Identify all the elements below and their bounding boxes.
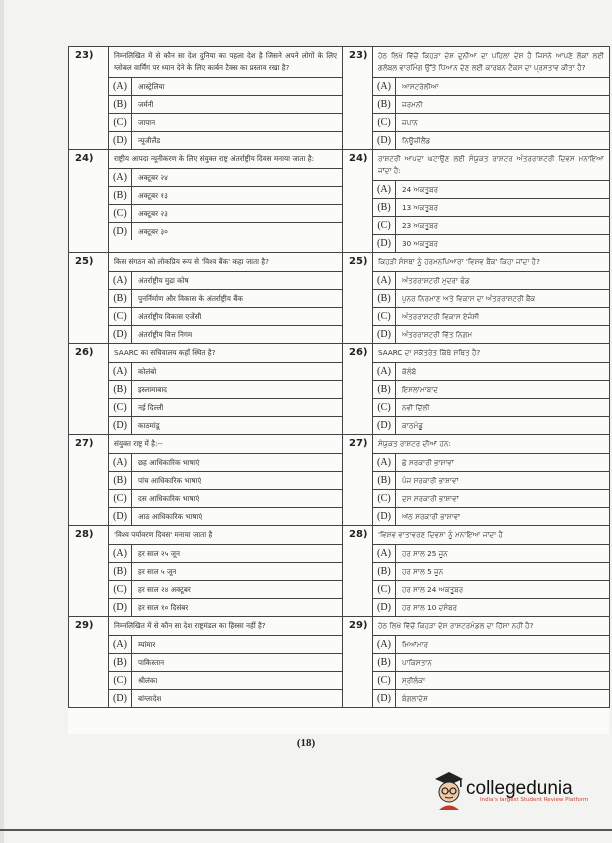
punjabi-question-cell bbox=[373, 617, 610, 708]
hindi-question-text: SAARC का सचिवालय कहाँ स्थित है? bbox=[114, 348, 216, 357]
option-letter: (B) bbox=[109, 563, 132, 580]
option-c bbox=[109, 671, 342, 689]
question-number: 23) bbox=[69, 47, 109, 150]
scan-edge bbox=[0, 0, 4, 843]
option-b bbox=[109, 653, 342, 671]
punjabi-question-text: ਸੰਯੁਕਤ ਰਾਸ਼ਟਰ ਦੀਆਂ ਹਨ: bbox=[378, 439, 451, 448]
option-letter: (A) bbox=[109, 169, 132, 186]
option-text: ਹਰ ਸਾਲ 10 ਦਸੰਬਰ bbox=[402, 602, 458, 612]
punjabi-question-cell bbox=[373, 435, 610, 526]
option-letter: (A) bbox=[373, 636, 396, 653]
option-b bbox=[373, 198, 609, 216]
option-letter: (C) bbox=[373, 114, 396, 131]
option-text: श्रीलंका bbox=[138, 675, 158, 685]
option-letter: (B) bbox=[109, 654, 132, 671]
option-text: 23 ਅਕਤੂਬਰ bbox=[402, 220, 439, 230]
option-a bbox=[373, 180, 609, 198]
option-text: अक्टूबर २४ bbox=[138, 172, 168, 182]
option-text: कोलंबो bbox=[138, 366, 157, 376]
question-number: 26) bbox=[343, 344, 373, 435]
option-letter: (B) bbox=[373, 381, 396, 398]
option-text: अक्टूबर ३० bbox=[138, 226, 168, 236]
option-letter: (A) bbox=[373, 454, 396, 471]
hindi-question-text: 'विश्व पर्यावरण दिवस' मनाया जाता है bbox=[114, 530, 213, 539]
option-text: ਪਾਕਿਸਤਾਨ bbox=[402, 657, 432, 667]
option-text: ਹਰ ਸਾਲ 25 ਜੂਨ bbox=[402, 548, 448, 558]
option-a bbox=[109, 362, 342, 380]
option-d bbox=[109, 222, 342, 240]
hindi-question-text: किस संगठन को लोकप्रिय रूप से 'विश्व बैंक' कहा जाता है? bbox=[114, 257, 269, 266]
option-c bbox=[373, 307, 609, 325]
option-c bbox=[373, 671, 609, 689]
option-text: जापान bbox=[138, 117, 156, 127]
option-d bbox=[109, 689, 342, 707]
punjabi-question-text: 'ਵਿਸ਼ਵ ਵਾਤਾਵਰਣ ਦਿਵਸ' ਨੂੰ ਮਨਾਇਆ ਜਾਂਦਾ ਹੈ bbox=[378, 530, 503, 539]
option-c bbox=[109, 113, 342, 131]
option-text: जर्मनी bbox=[138, 99, 154, 109]
option-letter: (A) bbox=[109, 636, 132, 653]
question-number: 29) bbox=[343, 617, 373, 708]
option-text: आस्ट्रेलिया bbox=[138, 81, 165, 91]
option-d bbox=[373, 689, 609, 707]
option-letter: (B) bbox=[109, 472, 132, 489]
question-number: 25) bbox=[343, 253, 373, 344]
punjabi-question-cell bbox=[373, 344, 610, 435]
option-c bbox=[373, 489, 609, 507]
question-row bbox=[69, 150, 610, 253]
option-letter: (B) bbox=[373, 472, 396, 489]
option-letter: (C) bbox=[109, 490, 132, 507]
hindi-question-cell bbox=[109, 526, 343, 617]
option-b bbox=[109, 380, 342, 398]
option-text: हर साल २४ अक्टूबर bbox=[138, 584, 191, 594]
option-letter: (B) bbox=[373, 563, 396, 580]
option-a bbox=[109, 544, 342, 562]
option-d bbox=[373, 325, 609, 343]
option-a bbox=[373, 362, 609, 380]
option-b bbox=[373, 653, 609, 671]
option-b bbox=[109, 562, 342, 580]
brand-tagline: India's largest Student Review Platform bbox=[480, 796, 589, 803]
option-letter: (D) bbox=[109, 599, 132, 616]
hindi-question-text: संयुक्त राष्ट्र में है:-- bbox=[114, 439, 163, 448]
option-text: दस आधिकारिक भाषाएं bbox=[138, 493, 200, 503]
option-text: हर साल १० दिसंबर bbox=[138, 602, 189, 612]
option-text: ਅੰਤਰਰਾਸ਼ਟਰੀ ਵਿੱਤ ਨਿਗਮ bbox=[402, 329, 473, 339]
option-text: अंतर्राष्ट्रीय मुद्रा कोष bbox=[138, 275, 189, 285]
option-letter: (C) bbox=[373, 217, 396, 234]
option-letter: (D) bbox=[373, 599, 396, 616]
option-b bbox=[109, 186, 342, 204]
question-number: 23) bbox=[343, 47, 373, 150]
option-c bbox=[109, 204, 342, 222]
option-text: हर साल ५ जून bbox=[138, 566, 177, 576]
question-number: 25) bbox=[69, 253, 109, 344]
option-a bbox=[109, 635, 342, 653]
option-text: ਕਾਠਮੰਡੂ bbox=[402, 420, 424, 430]
hindi-question-cell bbox=[109, 617, 343, 708]
option-c bbox=[109, 307, 342, 325]
option-letter: (C) bbox=[109, 308, 132, 325]
option-text: ਛੇ ਸਰਕਾਰੀ ਭਾਸ਼ਾਵਾਂ bbox=[402, 457, 454, 467]
option-letter: (B) bbox=[373, 96, 396, 113]
option-letter: (D) bbox=[373, 508, 396, 525]
option-letter: (D) bbox=[109, 132, 132, 149]
option-text: ਪੰਜ ਸਰਕਾਰੀ ਭਾਸ਼ਾਵਾਂ bbox=[402, 475, 459, 485]
option-b bbox=[373, 95, 609, 113]
option-letter: (A) bbox=[109, 454, 132, 471]
punjabi-question-text: ਹੇਠ ਲਿਖੇ ਵਿੱਚੋਂ ਕਿਹੜਾ ਦੇਸ਼ ਦੁਨੀਆ ਦਾ ਪਹਿਲਾ ਦੇਸ਼ ਹੈ ਜਿਸਨੇ ਆਪਣੇ ਲੋਕਾਂ ਲਈ ਗਲੋਬਲ ਵਾਰਮਿੰਗ ਉੱਤੇ ਧਿਆਨ ਦੇਣ ਲਈ ਕਾਰਬਨ ਟੈਕਸ ਦਾ ਪ੍ਰਸਤਾਵ ਕੀਤਾ ਹੈ? bbox=[378, 51, 604, 72]
option-text: ਨਵੀਂ ਦਿੱਲੀ bbox=[402, 402, 430, 412]
option-letter: (D) bbox=[373, 417, 396, 434]
option-letter: (D) bbox=[109, 508, 132, 525]
option-c bbox=[109, 580, 342, 598]
option-letter: (B) bbox=[373, 290, 396, 307]
option-text: बांग्लादेश bbox=[138, 693, 162, 703]
option-letter: (C) bbox=[109, 672, 132, 689]
option-b bbox=[373, 380, 609, 398]
option-letter: (C) bbox=[373, 308, 396, 325]
option-text: इस्लामाबाद bbox=[138, 384, 168, 394]
option-letter: (C) bbox=[373, 672, 396, 689]
option-a bbox=[109, 77, 342, 95]
option-d bbox=[373, 598, 609, 616]
hindi-question-text: निम्नलिखित में से कौन सा देश राष्ट्रमंडल का हिस्सा नहीं है? bbox=[114, 621, 266, 630]
option-letter: (A) bbox=[373, 545, 396, 562]
option-text: ਅੱਠ ਸਰਕਾਰੀ ਭਾਸ਼ਾਵਾਂ bbox=[402, 511, 461, 521]
footer-divider bbox=[0, 829, 612, 831]
option-text: 13 ਅਕਤੂਬਰ bbox=[402, 202, 439, 212]
option-letter: (D) bbox=[373, 326, 396, 343]
hindi-question-cell bbox=[109, 344, 343, 435]
option-text: अंतर्राष्ट्रीय वित्त निगम bbox=[138, 329, 193, 339]
option-text: ਹਰ ਸਾਲ 5 ਜੂਨ bbox=[402, 566, 444, 576]
option-letter: (A) bbox=[109, 78, 132, 95]
question-number: 28) bbox=[69, 526, 109, 617]
option-text: अंतर्राष्ट्रीय विकास एजेंसी bbox=[138, 311, 202, 321]
option-b bbox=[373, 471, 609, 489]
option-a bbox=[109, 168, 342, 186]
question-row bbox=[69, 617, 610, 708]
hindi-question-cell bbox=[109, 253, 343, 344]
option-letter: (B) bbox=[109, 96, 132, 113]
option-text: ਅੰਤਰਰਾਸ਼ਟਰੀ ਵਿਕਾਸ ਏਜੰਸੀ bbox=[402, 311, 480, 321]
brand-name: collegedunia bbox=[466, 777, 573, 799]
option-letter: (D) bbox=[373, 132, 396, 149]
option-letter: (D) bbox=[109, 690, 132, 707]
option-letter: (C) bbox=[109, 205, 132, 222]
option-b bbox=[109, 289, 342, 307]
option-letter: (C) bbox=[373, 490, 396, 507]
option-text: पुनर्निर्माण और विकास के अंतर्राष्ट्रीय बैंक bbox=[138, 293, 243, 303]
question-row bbox=[69, 435, 610, 526]
option-b bbox=[109, 95, 342, 113]
option-d bbox=[373, 131, 609, 149]
hindi-question-text: राष्ट्रीय आपदा न्यूनीकरण के लिए संयुक्त राष्ट्र अंतर्राष्ट्रीय दिवस मनाया जाता है: bbox=[114, 154, 314, 163]
option-text: अक्टूबर १३ bbox=[138, 190, 168, 200]
option-d bbox=[373, 234, 609, 252]
question-number: 29) bbox=[69, 617, 109, 708]
option-b bbox=[373, 562, 609, 580]
option-a bbox=[373, 271, 609, 289]
punjabi-question-cell bbox=[373, 526, 610, 617]
option-text: ਨਿਊਜ਼ੀਲੈਂਡ bbox=[402, 135, 431, 145]
option-c bbox=[373, 113, 609, 131]
option-a bbox=[373, 635, 609, 653]
option-letter: (A) bbox=[109, 545, 132, 562]
option-text: 24 ਅਕਤੂਬਰ bbox=[402, 184, 439, 194]
question-row bbox=[69, 526, 610, 617]
option-text: न्यूजीलैंड bbox=[138, 135, 161, 145]
option-text: अक्टूबर २३ bbox=[138, 208, 168, 218]
option-letter: (D) bbox=[109, 326, 132, 343]
option-letter: (C) bbox=[373, 581, 396, 598]
option-letter: (B) bbox=[373, 199, 396, 216]
option-a bbox=[373, 544, 609, 562]
option-letter: (A) bbox=[373, 78, 396, 95]
option-c bbox=[109, 398, 342, 416]
question-row bbox=[69, 253, 610, 344]
option-text: म्यांमार bbox=[138, 639, 156, 649]
option-text: काठमांडू bbox=[138, 420, 160, 430]
option-letter: (B) bbox=[373, 654, 396, 671]
option-text: पाकिस्तान bbox=[138, 657, 165, 667]
question-number: 27) bbox=[343, 435, 373, 526]
option-d bbox=[373, 507, 609, 525]
hindi-question-cell bbox=[109, 150, 343, 253]
hindi-question-text: निम्नलिखित में से कौन सा देश दुनिया का पहला देश है जिसने अपने लोगों के लिए ग्लोबल वार्मिंग पर ध्यान देने के लिए कार्बन टैक्स का प्रस्ताव रखा है? bbox=[114, 51, 337, 72]
option-d bbox=[109, 507, 342, 525]
punjabi-question-text: ਕਿਹੜੀ ਸੰਸਥਾ ਨੂੰ ਹਰਮਨਪਿਆਰਾ 'ਵਿਸ਼ਵ ਬੈਂਕ' ਕਿਹਾ ਜਾਂਦਾ ਹੈ? bbox=[378, 257, 540, 266]
question-row bbox=[69, 344, 610, 435]
option-letter: (C) bbox=[109, 581, 132, 598]
option-d bbox=[109, 131, 342, 149]
option-text: नई दिल्ली bbox=[138, 402, 164, 412]
option-text: ਸ੍ਰੀਲੰਕਾ bbox=[402, 675, 426, 685]
option-text: ਅੰਤਰਰਾਸ਼ਟਰੀ ਮੁਦਰਾ ਫੰਡ bbox=[402, 275, 470, 285]
option-a bbox=[373, 453, 609, 471]
option-text: ਮਿਆਂਮਾਰ bbox=[402, 639, 429, 649]
option-letter: (C) bbox=[373, 399, 396, 416]
option-letter: (B) bbox=[109, 187, 132, 204]
option-text: ਪੁਨਰ ਨਿਰਮਾਣ ਅਤੇ ਵਿਕਾਸ ਦਾ ਅੰਤਰਰਾਸ਼ਟਰੀ ਬੈਂਕ bbox=[402, 293, 536, 303]
punjabi-question-cell bbox=[373, 47, 610, 150]
option-b bbox=[109, 471, 342, 489]
option-text: पांच आधिकारिक भाषाएं bbox=[138, 475, 202, 485]
option-text: ਇਸਲਾਮਾਬਾਦ bbox=[402, 384, 439, 394]
option-letter: (A) bbox=[373, 363, 396, 380]
option-a bbox=[109, 453, 342, 471]
page-number: (18) bbox=[296, 737, 316, 749]
option-letter: (C) bbox=[109, 399, 132, 416]
option-b bbox=[373, 289, 609, 307]
option-text: 30 ਅਕਤੂਬਰ bbox=[402, 238, 439, 248]
punjabi-question-cell bbox=[373, 253, 610, 344]
question-number: 26) bbox=[69, 344, 109, 435]
option-text: ਜਪਾਨ bbox=[402, 117, 418, 127]
option-c bbox=[109, 489, 342, 507]
option-text: ਜਰਮਨੀ bbox=[402, 99, 423, 109]
option-c bbox=[373, 580, 609, 598]
punjabi-question-text: ਰਾਸ਼ਟਰੀ ਆਪਦਾ ਘਟਾਉਣ ਲਈ ਸੰਯੁਕਤ ਰਾਸ਼ਟਰ ਅੰਤਰਰਾਸ਼ਟਰੀ ਦਿਵਸ ਮਨਾਇਆ ਜਾਂਦਾ ਹੈ: bbox=[378, 154, 604, 175]
option-letter: (A) bbox=[373, 181, 396, 198]
option-letter: (B) bbox=[109, 381, 132, 398]
question-number: 28) bbox=[343, 526, 373, 617]
punjabi-question-cell bbox=[373, 150, 610, 253]
option-text: ਕੋਲੰਬੋ bbox=[402, 366, 417, 376]
option-text: ਬੰਗਲਾਦੇਸ਼ bbox=[402, 693, 428, 703]
option-a bbox=[109, 271, 342, 289]
option-letter: (A) bbox=[109, 363, 132, 380]
option-d bbox=[109, 416, 342, 434]
option-d bbox=[109, 598, 342, 616]
option-a bbox=[373, 77, 609, 95]
option-letter: (D) bbox=[373, 235, 396, 252]
option-letter: (A) bbox=[109, 272, 132, 289]
option-text: ਹਰ ਸਾਲ 24 ਅਕਤੂਬਰ bbox=[402, 584, 464, 594]
punjabi-question-text: SAARC ਦਾ ਸਕੱਤਰੇਤ ਕਿੱਥੇ ਸਥਿਤ ਹੈ? bbox=[378, 348, 481, 357]
question-number: 27) bbox=[69, 435, 109, 526]
option-text: छह आधिकारिक भाषाएं bbox=[138, 457, 200, 467]
option-letter: (D) bbox=[109, 417, 132, 434]
option-text: ਆਸਟਰੇਲੀਆ bbox=[402, 81, 439, 91]
option-letter: (D) bbox=[109, 223, 132, 240]
option-c bbox=[373, 398, 609, 416]
punjabi-question-text: ਹੇਠ ਲਿਖੇ ਵਿੱਚੋਂ ਕਿਹੜਾ ਦੇਸ਼ ਰਾਸ਼ਟਰਮੰਡਲ ਦਾ ਹਿੱਸਾ ਨਹੀਂ ਹੈ? bbox=[378, 621, 534, 630]
question-number: 24) bbox=[343, 150, 373, 253]
option-letter: (A) bbox=[373, 272, 396, 289]
option-letter: (B) bbox=[109, 290, 132, 307]
option-letter: (D) bbox=[373, 690, 396, 707]
option-text: हर साल २५ जून bbox=[138, 548, 181, 558]
option-d bbox=[109, 325, 342, 343]
option-text: ਦਸ ਸਰਕਾਰੀ ਭਾਸ਼ਾਵਾਂ bbox=[402, 493, 459, 503]
hindi-question-cell bbox=[109, 47, 343, 150]
collegedunia-logo bbox=[432, 770, 588, 810]
student-mascot-icon bbox=[432, 770, 466, 810]
question-row bbox=[69, 47, 610, 150]
question-table bbox=[68, 46, 610, 708]
question-number: 24) bbox=[69, 150, 109, 253]
hindi-question-cell bbox=[109, 435, 343, 526]
option-letter: (C) bbox=[109, 114, 132, 131]
option-c bbox=[373, 216, 609, 234]
option-text: आठ आधिकारिक भाषाएं bbox=[138, 511, 203, 521]
option-d bbox=[373, 416, 609, 434]
